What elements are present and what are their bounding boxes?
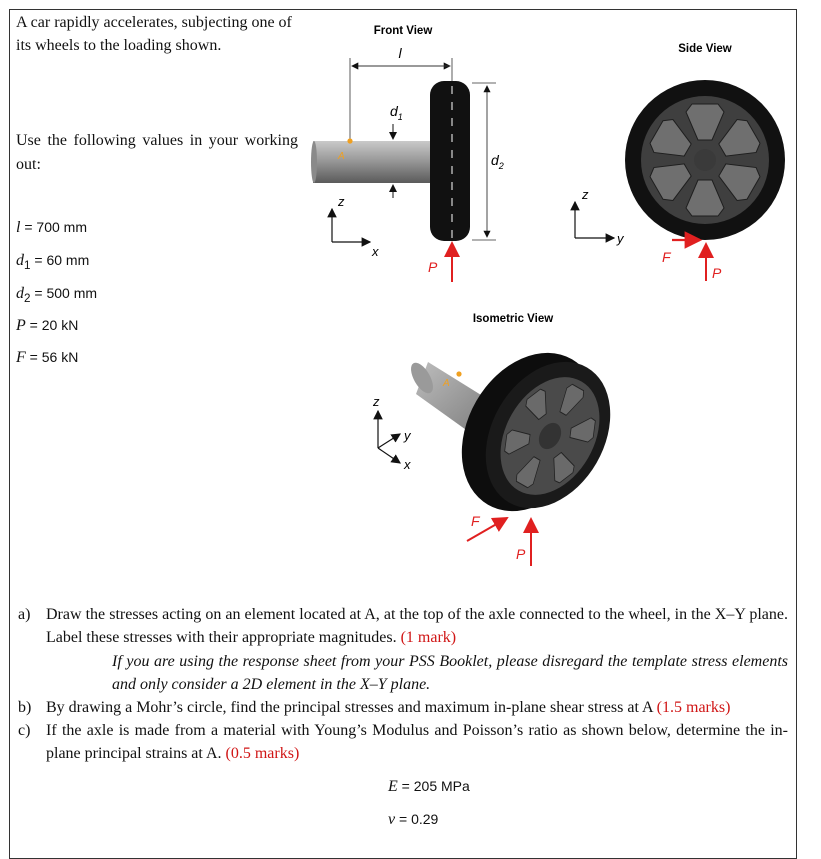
question-c [18, 719, 788, 765]
material-E-value: 205 MPa [413, 778, 470, 794]
value-symbol: F [16, 349, 26, 366]
question-a-note: If you are using the response sheet from your PSS Booklet, please disregard the template stress elements and only consider a 2D element in the X–Y plane. [112, 653, 788, 693]
value-eq: = [30, 252, 47, 268]
value-eq: = [25, 349, 42, 365]
material-E [388, 778, 470, 796]
side-load-F-label: F [662, 249, 671, 265]
iso-point-A [456, 371, 461, 376]
front-point-A [347, 138, 352, 143]
material-nu-eq: = [395, 811, 412, 827]
dim-d1-label: $d_1$ [390, 103, 403, 122]
question-b [18, 696, 788, 719]
iso-axis-y [378, 434, 400, 448]
value-text: 60 mm [46, 252, 90, 268]
value-text: 56 kN [41, 349, 79, 365]
value-text: 500 mm [46, 285, 98, 301]
iso-axis-x [378, 448, 400, 463]
material-nu-symbol: ν [388, 811, 396, 828]
front-label-A: A [338, 151, 345, 162]
iso-axis-z-label: z [373, 394, 380, 409]
side-wheel [625, 80, 785, 240]
question-c-marks: (0.5 marks) [225, 745, 300, 762]
material-nu [388, 811, 438, 829]
side-axis-z-label: z [582, 187, 589, 202]
value-subscript: 1 [24, 258, 31, 272]
question-b-label: b) [18, 699, 32, 716]
question-a-text: Draw the stresses acting on an element located at A, at the top of the axle connected to the wheel, in the X–Y plane. Label these stresses with their appropriate magnitudes. [46, 606, 788, 646]
value-symbol: l [16, 219, 21, 236]
side-axis-y-label: y [617, 231, 624, 246]
side-load-P-label: P [712, 265, 722, 281]
question-c-text: If the axle is made from a material with Young’s Modulus and Poisson’s ratio as shown below, determine the in-plane principal strains at A. [46, 722, 788, 762]
question-a-marks: (1 mark) [400, 629, 457, 646]
iso-axis-x-label: x [404, 457, 411, 472]
value-symbol: d [16, 285, 24, 302]
value-text: 700 mm [36, 219, 87, 235]
value-eq: = [30, 285, 47, 301]
value-eq: = [25, 317, 42, 333]
value-symbol: d [16, 252, 24, 269]
value-text: 20 kN [41, 317, 79, 333]
question-c-label: c) [18, 722, 31, 739]
question-b-text: By drawing a Mohr’s circle, find the principal stresses and maximum in-plane shear stress at A [46, 699, 653, 716]
material-E-eq: = [397, 778, 414, 794]
use-values-text: Use the following values in your working out: [16, 132, 298, 173]
value-eq: = [20, 219, 37, 235]
iso-axis-y-label: y [404, 428, 411, 443]
front-wheel [430, 81, 470, 241]
question-a [18, 603, 788, 649]
front-view-title: Front View [373, 25, 433, 37]
value-symbol: P [16, 317, 26, 334]
material-nu-value: 0.29 [411, 811, 439, 827]
material-E-symbol: E [388, 778, 398, 795]
front-axis-x-label: x [372, 244, 379, 259]
iso-wheel [434, 328, 635, 535]
problem-intro: A car rapidly accelerates, subjecting one of its wheels to the loading shown. [16, 14, 292, 54]
iso-view-title: Isometric View [472, 313, 554, 325]
iso-load-P-label: P [516, 546, 526, 562]
iso-label-A: A [443, 378, 450, 389]
side-view-title: Side View [678, 43, 732, 55]
front-axis-z-label: z [338, 194, 345, 209]
front-axle-end [311, 141, 317, 183]
front-load-P-label: P [428, 259, 438, 275]
value-subscript: 2 [24, 291, 31, 305]
question-a-label: a) [18, 606, 31, 623]
iso-load-F-label: F [471, 513, 480, 529]
dim-d2-label: $d_2$ [491, 152, 504, 171]
question-b-marks: (1.5 marks) [656, 699, 731, 716]
dim-l-label: l [398, 45, 402, 61]
front-axle [313, 141, 433, 183]
